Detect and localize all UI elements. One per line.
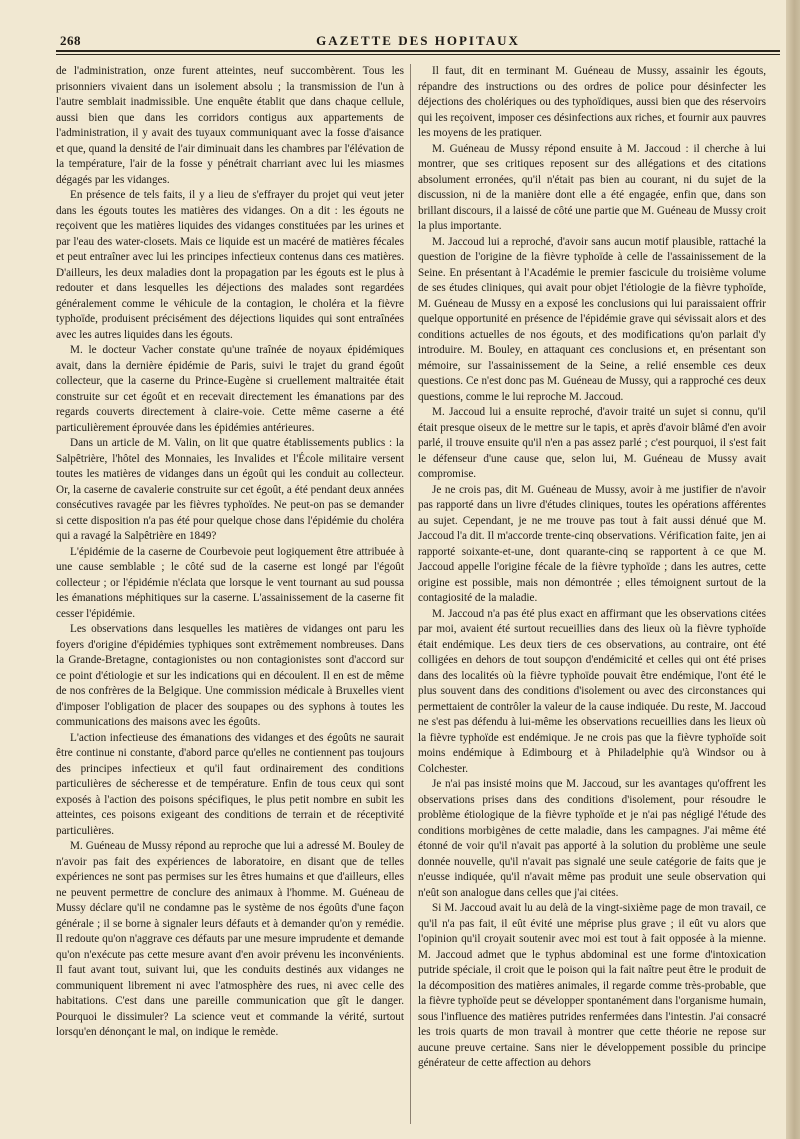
left-column xyxy=(56,64,404,1124)
paragraph: L'épidémie de la caserne de Courbevoie peut logiquement être attribuée à une cause semblable ; le côté sud de la caserne est longé par l'égoût collecteur ; or l'épidémie n'éclata que lorsque le vent tournant au sud poussa les émanations méphitiques sur la caserne. L'assainissement de la caserne fit cesser l'épidémie. xyxy=(56,545,404,620)
paragraph: M. le docteur Vacher constate qu'une traînée de noyaux épidémiques avait, dans la dernière épidémie de Paris, suivi le trajet du grand égoût collecteur, que la caserne du Prince-Eugène si cruellement maltraitée était construite sur cet égoût et en recevait directement les émanations par des regards couverts directement à claire-voie. Cette même caserne a été particulièrement éprouvée dans les épidémies antérieures. xyxy=(56,344,404,434)
header-rule xyxy=(56,50,780,52)
right-column xyxy=(418,64,766,1124)
paragraph: Il faut, dit en terminant M. Guéneau de Mussy, assainir les égouts, répandre des instructions ou des ordres de police pour désinfecter les déjections des cholériques ou des typhoïdiques, aussi bien que des réservoirs qui les reçoivent, imposer ces désinfections aux riches, et fournir aux pauvres les moyens de les pratiquer. xyxy=(418,65,766,139)
paragraph: M. Jaccoud lui a reproché, d'avoir sans aucun motif plausible, rattaché la question de l'origine de la fièvre typhoïde à celle de l'assainissement de la Seine. En présentant à l'Académie le premier fascicule du troisième volume de ses études cliniques, qui avait pour objet l'étiologie de la fièvre typhoïde, M. Guéneau de Mussy en a exposé les conclusions qui lui paraissaient offrir quelque opportunité en présence de l'épidémie grave qui sévissait alors et des conditions actuelles de nos égouts, et des modifications qu'on parlait d'y introduire. M. Bouley, en attaquant ces conclusions et, en présentant son mémoire, sur l'assainissement de la Seine, a relié ensemble ces deux questions. Ce n'est donc pas M. Guéneau de Mussy, qui a rapproché ces deux questions, comme le lui reproche M. Jaccoud. xyxy=(418,235,766,403)
paragraph: M. Jaccoud n'a pas été plus exact en affirmant que les observations citées par moi, avaient été surtout recueillies dans des lieux où la fièvre typhoïde était endémique. Les deux tiers de ces observations, au contraire, ont été colligées en dehors de tout soupçon d'endémicité et celles qui ont été prises dans des localités où la fièvre typhoïde pouvait être endémique, l'ont été le plus souvent dans des conditions d'isolement ou avec des circonstances qui permettaient de contrôler la valeur de la cause indiquée. Du reste, M. Jaccoud ne s'est pas défendu à lui-même les observations recueillies dans les lieux où la fièvre typhoïde est endémique. Je ne crois pas que la fièvre typhoïde soit moins endémique à Edimbourg et à Philadelphie qu'à Windsor ou à Colchester. xyxy=(418,607,766,775)
paragraph: Si M. Jaccoud avait lu au delà de la vingt-sixième page de mon travail, ce qu'il n'a pas fait, il eût évité une méprise plus grave ; il eût vu alors que l'opinion qu'il croyait soutenir avec moi est tout à fait opposée à la mienne. M. Jaccoud admet que le typhus abdominal est une forme d'intoxication putride spéciale, il croit que le poison qui la fait naître peut être le produit de la décomposition des matières animales, il regarde comme très-probable, que la fièvre typhoïde peut se développer spontanément dans l'organisme humain, sous l'influence des matières putrides renfermées dans l'intestin. J'ai consacré les trois quarts de mon travail à montrer que cette théorie ne repose sur aucune preuve certaine. Sans nier le développement possible du principe générateur de cette affection au dehors xyxy=(418,902,766,1069)
paragraph: En présence de tels faits, il y a lieu de s'effrayer du projet qui veut jeter dans les égouts toutes les matières des vidanges. On a dit : les égouts ne reçoivent que les matières liquides des vidanges constituées par les urines et par l'eau des water-closets. Mais ce liquide est un macéré de matières fécales et peut entraîner avec lui les principes infectieux contenus dans ces matières. D'ailleurs, les deux maladies dont la propagation par les égouts est le plus à redouter et dans lesquelles les déjections des malades sont regardées généralement comme le véhicule de la contagion, le choléra et la fièvre typhoïde, produisent précisément des déjections liquides qui sont entraînées avec les autres liquides dans les égouts. xyxy=(56,189,404,341)
paragraph: Je n'ai pas insisté moins que M. Jaccoud, sur les avantages qu'offrent les observations prises dans des conditions d'isolement, pour résoudre le problème étiologique de la fièvre typhoïde et je n'ai pas négligé l'étude des conditions morbigènes de cette maladie, dans les campagnes. J'ai même été étonné de voir qu'il n'avait pas apporté à la solution du problème une seule donnée nouvelle, qu'il n'avait pas signalé une seule catégorie de faits que je n'eusse indiquée, qu'il n'avait même pas produit une seule observation qui n'eût son analogue dans celles que j'ai citées. xyxy=(418,778,766,899)
header-rule-thin xyxy=(56,54,780,55)
paragraph: Les observations dans lesquelles les matières de vidanges ont paru les foyers d'origine d'épidémies typhiques sont extrêmement nombreuses. Dans la Grande-Bretagne, contagionistes ou non contagionistes sont d'accord sur ce point d'étiologie et sur les indications qui en découlent. Il en est de même de nos confrères de la Belgique. Une commission médicale à Bruxelles vient d'imposer l'obligation de placer des soupapes ou des syphons à toutes les communications des maisons avec les égoûts. xyxy=(56,623,404,728)
paragraph: de l'administration, onze furent atteintes, neuf succombèrent. Tous les prisonniers vivaient dans un isolement absolu ; la transmission de l'un à l'autre semblait inadmissible. Une enquête établit que dans chaque cellule, aussi bien que dans les corridors contigus aux appartements de l'administration, il y avait des tuyaux communiquant avec la fosse d'aisance et que, quand la densité de l'air diminuait dans les chambres par l'élévation de la température, l'air de la fosse y pénétrait charriant avec lui les miasmes dégagés par les vidanges. xyxy=(56,65,404,186)
binding-gutter xyxy=(786,0,800,1139)
page-header xyxy=(56,28,780,50)
paragraph: Dans un article de M. Valin, on lit que quatre établissements publics : la Salpêtrière, l'hôtel des Monnaies, les Invalides et l'École militaire versent toutes les matières de vidanges dans un égoût qui les conduit au collecteur. Or, la caserne de cavalerie construite sur cet égoût, a été pendant deux années consécutives ravagée par les fièvres typhoïdes. Ne peut-on pas se demander si cette disposition n'a pas été pour quelque chose dans l'épidémie du choléra qui a ravagé la Salpêtrière en 1849? xyxy=(56,437,404,542)
column-divider xyxy=(410,64,411,1124)
paragraph: L'action infectieuse des émanations des vidanges et des égoûts ne saurait être continue ni constante, d'abord parce qu'elles ne contiennent pas toujours des principes infectieux et qu'il faut ordinairement des conditions particulières de sécheresse et de température. Enfin de tous ceux qui sont exposés à l'action des poisons spécifiques, le plus petit nombre en subit les atteintes, ces poisons exigeant des conditions de terrain et de réceptivité particulières. xyxy=(56,731,404,837)
paragraph: M. Guéneau de Mussy répond au reproche que lui a adressé M. Bouley de n'avoir pas fait des expériences de laboratoire, en disant que de telles expériences ne sont pas permises sur les êtres humains et que d'ailleurs, elles ne peuvent permettre de conclure des animaux à l'homme. M. Guéneau de Mussy déclare qu'il ne condamne pas le système de nos égoûts d'une façon générale ; il se borne à signaler leurs défauts et à demander qu'on y remédie. Il redoute qu'on n'aggrave ces défauts par une mesure imprudente et demande qu'on n'exécute pas cette mesure avant d'en avoir prévenu les inconvénients. Il faut avant tout, suivant lui, que les conduits destinés aux vidanges ne communiquent librement ni avec l'atmosphère des rues, ni avec celle des habitations. C'est dans une pareille communication que gît le danger. Pourquoi le dissimuler? La science veut et commande la vérité, surtout lorsqu'en dénonçant le mal, on indique le remède. xyxy=(56,840,404,1038)
paragraph: M. Guéneau de Mussy répond ensuite à M. Jaccoud : il cherche à lui montrer, que ses critiques reposent sur des allégations et des citations absolument erronées, qu'il n'était pas bien au courant, ni du sujet de la discussion, ni de la manière dont elle a été engagée, enfin que, dans son brillant discours, il a laissé de côté une partie que M. Guéneau de Mussy croit la plus importante. xyxy=(418,142,766,232)
journal-title: GAZETTE DES HOPITAUX xyxy=(316,33,520,48)
page-number: 268 xyxy=(60,33,81,48)
paragraph: M. Jaccoud lui a ensuite reproché, d'avoir traité un sujet si connu, qu'il était presque oiseux de le mettre sur le tapis, et après d'avoir blâmé d'en avoir parlé, il trouve ensuite qu'il n'en a pas assez parlé ; c'est pourquoi, il s'est fait le défenseur d'une cause que, selon lui, M. Guéneau de Mussy avait compromise. xyxy=(418,406,766,480)
paragraph: Je ne crois pas, dit M. Guéneau de Mussy, avoir à me justifier de n'avoir pas rapporté dans un livre d'études cliniques, toutes les opérations afférentes au sujet. Cependant, je ne me trouve pas tout à fait aussi dénué que M. Jaccoud l'a dit. Il m'accorde trente-cinq observations. Vérification faite, jen ai rapporté soixante-et-une, dont quarante-cinq se rapportent à ce que M. Jaccoud appelle l'origine fécale de la fièvre typhoïde ; dans les autres, cette origine est possible, mais non démontrée ; elles témoignent surtout de la contagiosité de la maladie. xyxy=(418,483,766,604)
